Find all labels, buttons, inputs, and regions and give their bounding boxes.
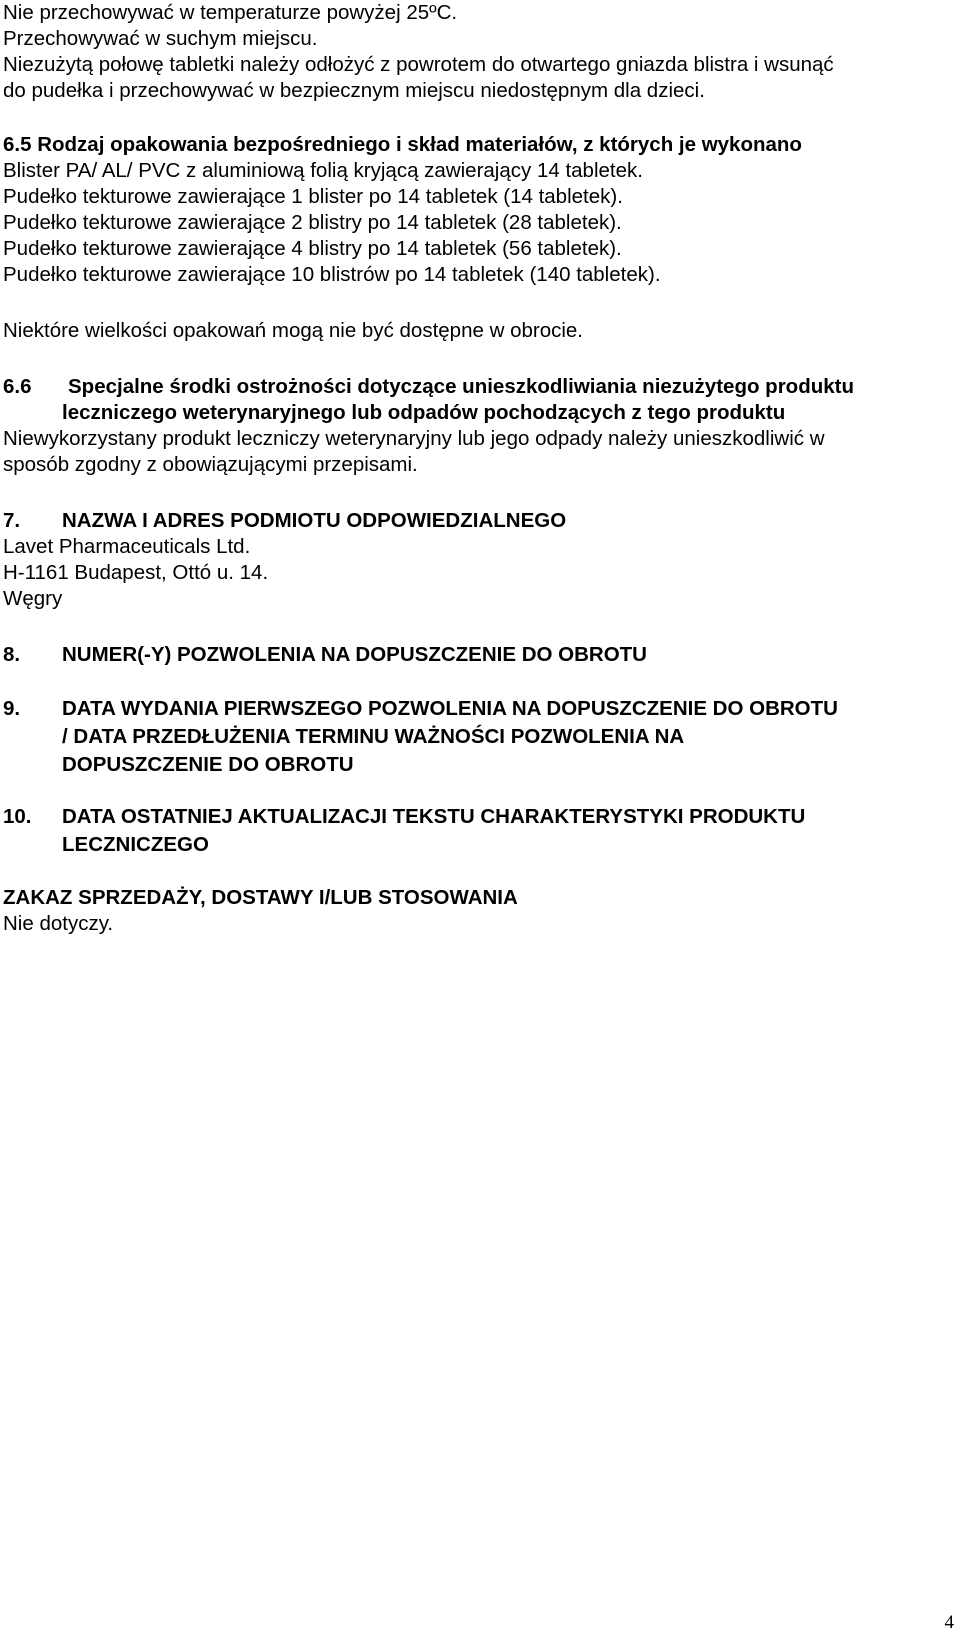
company-name: Lavet Pharmaceuticals Ltd.	[3, 535, 251, 558]
section-9-heading-line-2: / DATA PRZEDŁUŻENIA TERMINU WAŻNOŚCI POZWOLENIA NA	[62, 725, 685, 748]
section-10-heading-line-2: LECZNICZEGO	[62, 833, 209, 856]
section-8-number: 8.	[3, 643, 21, 666]
restriction-heading: ZAKAZ SPRZEDAŻY, DOSTAWY I/LUB STOSOWANIA	[3, 886, 518, 909]
page-number: 4	[944, 1612, 954, 1633]
section-7-number: 7.	[3, 509, 21, 532]
section-10-number: 10.	[3, 805, 32, 828]
restriction-text: Nie dotyczy.	[3, 912, 114, 935]
section-8-heading: NUMER(-Y) POZWOLENIA NA DOPUSZCZENIE DO OBROTU	[62, 643, 647, 666]
storage-line-1: Nie przechowywać w temperaturze powyżej 25ºC.	[3, 1, 458, 24]
section-9-number: 9.	[3, 697, 21, 720]
section-6-6-heading-line-1: Specjalne środki ostrożności dotyczące unieszkodliwiania niezużytego produktu	[68, 375, 854, 398]
storage-line-2: Przechowywać w suchym miejscu.	[3, 27, 318, 50]
packaging-line: Pudełko tekturowe zawierające 4 blistry po 14 tabletek (56 tabletek).	[3, 237, 622, 260]
packaging-line: Pudełko tekturowe zawierające 10 blistrów po 14 tabletek (140 tabletek).	[3, 263, 661, 286]
company-country: Węgry	[3, 587, 63, 610]
section-7-heading: NAZWA I ADRES PODMIOTU ODPOWIEDZIALNEGO	[62, 509, 567, 532]
packaging-line: Pudełko tekturowe zawierające 2 blistry po 14 tabletek (28 tabletek).	[3, 211, 622, 234]
packaging-line: Pudełko tekturowe zawierające 1 blister po 14 tabletek (14 tabletek).	[3, 185, 623, 208]
section-9-heading-line-1: DATA WYDANIA PIERWSZEGO POZWOLENIA NA DOPUSZCZENIE DO OBROTU	[62, 697, 838, 720]
company-address: H-1161 Budapest, Ottó u. 14.	[3, 561, 269, 584]
disposal-line-2: sposób zgodny z obowiązującymi przepisami.	[3, 453, 418, 476]
storage-line-4: do pudełka i przechowywać w bezpiecznym miejscu niedostępnym dla dzieci.	[3, 79, 705, 102]
section-10-heading-line-1: DATA OSTATNIEJ AKTUALIZACJI TEKSTU CHARAKTERYSTYKI PRODUKTU	[62, 805, 806, 828]
storage-line-3: Niezużytą połowę tabletki należy odłożyć z powrotem do otwartego gniazda blistra i wsunąć	[3, 53, 834, 76]
section-6-5-heading: 6.5 Rodzaj opakowania bezpośredniego i skład materiałów, z których je wykonano	[3, 133, 802, 156]
section-6-6-heading-line-2: leczniczego weterynaryjnego lub odpadów pochodzących z tego produktu	[62, 401, 786, 424]
section-6-6-number: 6.6	[3, 375, 32, 398]
packaging-availability-note: Niektóre wielkości opakowań mogą nie być dostępne w obrocie.	[3, 319, 584, 342]
packaging-line: Blister PA/ AL/ PVC z aluminiową folią kryjącą zawierający 14 tabletek.	[3, 159, 643, 182]
section-9-heading-line-3: DOPUSZCZENIE DO OBROTU	[62, 753, 354, 776]
disposal-line-1: Niewykorzystany produkt leczniczy weterynaryjny lub jego odpady należy unieszkodliwić w	[3, 427, 825, 450]
